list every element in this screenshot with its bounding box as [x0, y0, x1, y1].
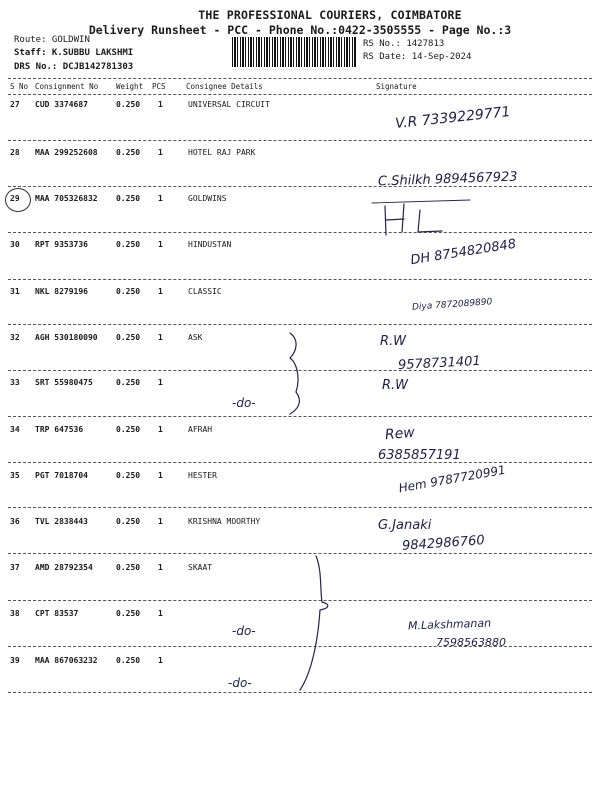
ditto-mark-row-39: -do- [228, 676, 252, 690]
rs-number: RS No.: 1427813 [363, 39, 445, 49]
route-label: Route: GOLDWIN [14, 35, 90, 45]
row-consignment: SRT 55980475 [35, 378, 93, 387]
row-sno: 27 [10, 100, 20, 109]
row-sno: 30 [10, 240, 20, 249]
row-pcs: 1 [158, 517, 163, 526]
signature-row-38-name: M.Lakshmanan [407, 616, 492, 633]
row-weight: 0.250 [116, 563, 141, 572]
signature-row-34-name: Rew [384, 424, 416, 444]
rs-date: RS Date: 14-Sep-2024 [363, 52, 472, 62]
col-details: Consignee Details [186, 82, 263, 91]
col-pcs: PCS [152, 82, 166, 91]
row-weight: 0.250 [116, 378, 141, 387]
row-consignment: TVL 2838443 [35, 517, 88, 526]
row-pcs: 1 [158, 378, 163, 387]
row-consignment: AMD 28792354 [35, 563, 93, 572]
row-weight: 0.250 [116, 517, 141, 526]
signature-row-38-phone: 7598563880 [436, 636, 506, 649]
row-pcs: 1 [158, 609, 163, 618]
signature-row-35: Hem 9787720991 [397, 462, 507, 496]
row-weight: 0.250 [116, 148, 141, 157]
row-sno: 29 [10, 194, 20, 203]
row-weight: 0.250 [116, 471, 141, 480]
row-details: KRISHNA MOORTHY [188, 517, 261, 526]
row-sno: 36 [10, 517, 20, 526]
row-weight: 0.250 [116, 100, 141, 109]
row-pcs: 1 [158, 656, 163, 665]
row-details: CLASSIC [188, 287, 222, 296]
row-consignment: CPT 83537 [35, 609, 79, 618]
row-consignment: PGT 7018704 [35, 471, 88, 480]
signature-row-28: C.Shilkh 9894567923 [377, 169, 518, 190]
row-sno: 38 [10, 609, 20, 618]
row-pcs: 1 [158, 100, 163, 109]
staff-label: Staff: K.SUBBU LAKSHMI [14, 48, 134, 58]
row-pcs: 1 [158, 194, 163, 203]
row-sno: 31 [10, 287, 20, 296]
row-weight: 0.250 [116, 333, 141, 342]
row-sno: 37 [10, 563, 20, 572]
drs-number: DRS No.: DCJB142781303 [14, 62, 134, 72]
row-sno: 32 [10, 333, 20, 342]
row-sno: 34 [10, 425, 20, 434]
row-consignment: TRP 647536 [35, 425, 84, 434]
row-details: ASK [188, 333, 203, 342]
row-details: GOLDWINS [188, 194, 227, 203]
row-weight: 0.250 [116, 240, 141, 249]
row-details: HESTER [188, 471, 217, 480]
col-consignment: Consignment No [35, 82, 99, 91]
row-pcs: 1 [158, 287, 163, 296]
row-consignment: NKL 8279196 [35, 287, 88, 296]
signature-row-32-name: R.W [380, 334, 407, 349]
row-weight: 0.250 [116, 609, 141, 618]
row-weight: 0.250 [116, 194, 141, 203]
row-consignment: AGH 530180090 [35, 333, 98, 342]
signature-row-32-phone: 9578731401 [397, 353, 482, 374]
col-signature: Signature [376, 82, 417, 91]
signature-row-34-phone: 6385857191 [378, 448, 461, 463]
row-consignment: MAA 299252608 [35, 148, 98, 157]
signature-row-33: R.W [382, 378, 409, 393]
signature-row-31: Diya 7872089890 [411, 297, 493, 313]
row-sno: 28 [10, 148, 20, 157]
row-consignment: CUD 3374687 [35, 100, 88, 109]
row-weight: 0.250 [116, 656, 141, 665]
row-details: HOTEL RAJ PARK [188, 148, 256, 157]
runsheet-title: Delivery Runsheet - PCC - Phone No.:0422-3505555 - Page No.:3 [88, 23, 512, 37]
signature-row-30: DH 8754820848 [409, 236, 518, 269]
company-title: THE PROFESSIONAL COURIERS, COIMBATORE [198, 8, 462, 22]
row-details: HINDUSTAN [188, 240, 232, 249]
row-consignment: MAA 867063232 [35, 656, 98, 665]
row-details: UNIVERSAL CIRCUIT [188, 100, 270, 109]
row-consignment: MAA 705326832 [35, 194, 98, 203]
row-pcs: 1 [158, 471, 163, 480]
row-sno: 39 [10, 656, 20, 665]
ditto-mark-row-33: -do- [232, 396, 256, 410]
row-pcs: 1 [158, 425, 163, 434]
col-weight: Weight [116, 82, 144, 91]
row-weight: 0.250 [116, 425, 141, 434]
signature-row-36-phone: 9842986760 [401, 533, 486, 554]
row-weight: 0.250 [116, 287, 141, 296]
row-pcs: 1 [158, 148, 163, 157]
row-details: SKAAT [188, 563, 213, 572]
signature-row-36-name: G.Janaki [378, 518, 432, 533]
row-consignment: RPT 9353736 [35, 240, 88, 249]
ditto-mark-row-38: -do- [232, 624, 256, 638]
col-sno: S No [10, 82, 29, 91]
row-pcs: 1 [158, 240, 163, 249]
row-pcs: 1 [158, 563, 163, 572]
row-details: AFRAH [188, 425, 213, 434]
row-pcs: 1 [158, 333, 163, 342]
row-sno: 35 [10, 471, 20, 480]
row-sno: 33 [10, 378, 20, 387]
signature-row-27: V.R 7339229771 [394, 103, 512, 133]
